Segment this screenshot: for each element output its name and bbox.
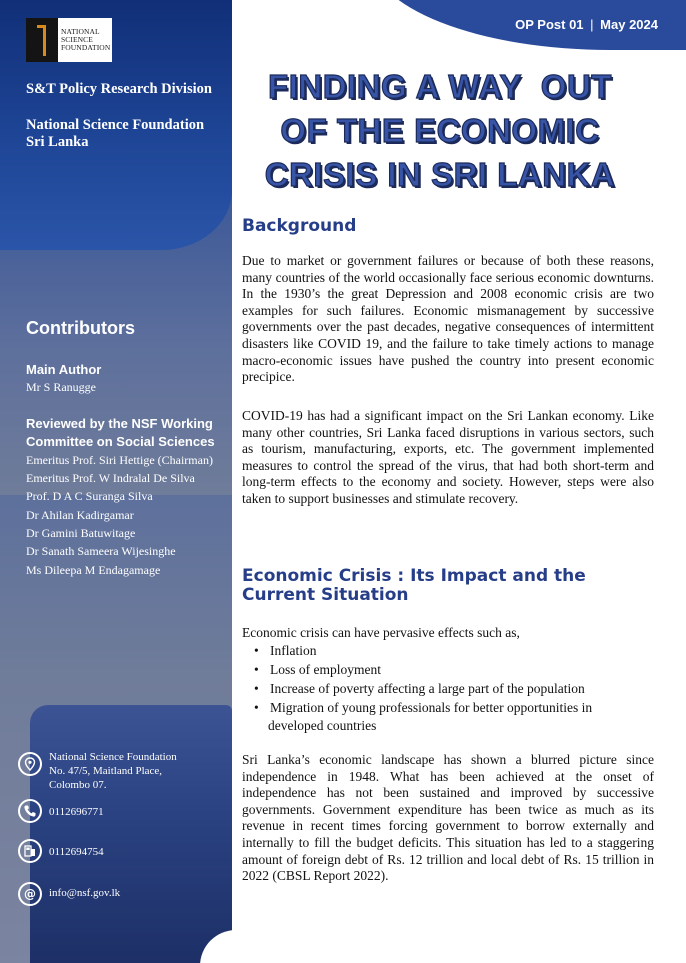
main-author-name: Mr S Ranugge: [26, 380, 96, 394]
list-item: [254, 679, 654, 698]
reviewed-label-line2: Committee on Social Sciences: [26, 434, 215, 449]
phone-number[interactable]: 0112696771: [49, 806, 104, 818]
crisis-heading-line1: Economic Crisis : Its Impact and the: [242, 566, 586, 586]
logo-line: NATIONAL: [61, 27, 100, 36]
reviewer-name: Emeritus Prof. W Indralal De Silva: [26, 471, 195, 485]
phone-icon: [18, 799, 42, 823]
list-item-continuation: developed countries: [268, 718, 377, 733]
email-at-icon: [18, 882, 42, 906]
nsf-logo-mark-icon: [26, 18, 58, 62]
fax-icon: [18, 839, 42, 863]
background-para1: Due to market or government failures or because of both these reasons, many countries of the world occasionally face serious economic downturns. In the 1930’s the great Depression and 2008 economic crisis are two examples for such failures. Economic mismanagement by successive governments over the past decades, negative consequences of intermittent disasters like COVID 19, and the failure to take timely actions to manage macro-economic issues have pushed the country into present economic precipice.: [242, 253, 654, 385]
location-pin-icon: [18, 752, 42, 776]
reviewer-name: Dr Sanath Sameera Wijesinghe: [26, 544, 176, 558]
reviewer-name: Emeritus Prof. Siri Hettige (Chairman): [26, 453, 213, 467]
post-info: [515, 17, 658, 32]
list-item: [254, 660, 654, 679]
reviewer-name: Dr Ahilan Kadirgamar: [26, 508, 134, 522]
fax-number[interactable]: 0112694754: [49, 846, 104, 858]
reviewer-name: Prof. D A C Suranga Silva: [26, 489, 153, 503]
nsf-logo-text: [58, 28, 110, 52]
list-item: [254, 641, 654, 660]
division-name: S&T Policy Research Division: [26, 81, 212, 97]
address-line3: Colombo 07.: [49, 779, 107, 791]
page-title: [240, 65, 640, 197]
crisis-para: Sri Lanka’s economic landscape has shown a blurred picture since independence in 1948. What has been achieved at the onset of independence has not been sustained and improved by successive governments. Government expenditure has been twice as much as its revenue in recent times forcing government to borrow externally and internally to fill the budget deficits. This situation has led to a staggering amount of foreign debt of Rs. 12 trillion and local debt of Rs. 15 trillion in 2022 (CBSL Report 2022).: [242, 752, 654, 884]
logo-line: FOUNDATION: [61, 43, 111, 52]
post-separator: |: [590, 17, 594, 32]
reviewed-label-line1: Reviewed by the NSF Working: [26, 416, 213, 431]
nsf-logo: [26, 18, 112, 62]
reviewer-name: Dr Gamini Batuwitage: [26, 526, 136, 540]
list-item-text: Loss of employment: [270, 662, 381, 677]
reviewer-name: Ms Dileepa M Endagamage: [26, 563, 161, 577]
contributors-title: Contributors: [26, 318, 135, 338]
svg-text:@: @: [24, 887, 36, 901]
main-author-label: Main Author: [26, 362, 102, 377]
post-date: May 2024: [600, 17, 658, 32]
title-line2: OF THE ECONOMIC: [280, 112, 600, 149]
list-item-text: Increase of poverty affecting a large part of the population: [270, 681, 585, 696]
crisis-heading-line2: Current Situation: [242, 585, 409, 605]
post-number: OP Post 01: [515, 17, 584, 32]
background-heading: Background: [242, 216, 357, 236]
org-name-line2: Sri Lanka: [26, 134, 89, 150]
address-line1: National Science Foundation: [49, 751, 177, 763]
logo-line: SCIENCE: [61, 35, 93, 44]
background-para2: COVID-19 has had a significant impact on the Sri Lankan economy. Like many other countries, Sri Lanka faced disruptions in various sectors, such as tourism, manufacturing, exports, etc. The government implemented measures to control the spread of the virus, that had both short-term and long-term effects to the economy and society. However, steps were also taken to support businesses and stimulate recovery.: [242, 408, 654, 506]
email-address[interactable]: info@nsf.gov.lk: [49, 887, 121, 899]
org-name-line1: National Science Foundation: [26, 117, 205, 133]
title-line1: FINDING A WAY OUT: [268, 68, 612, 105]
crisis-effects-list: [242, 641, 654, 734]
list-item-text: Migration of young professionals for better opportunities in: [270, 700, 593, 715]
list-item-text: Inflation: [270, 643, 317, 658]
title-line3: CRISIS IN SRI LANKA: [264, 156, 616, 193]
list-item: [254, 698, 654, 734]
crisis-intro: Economic crisis can have pervasive effects such as,: [242, 625, 520, 640]
sidebar-content: [0, 0, 232, 963]
address-line2: No. 47/5, Maitland Place,: [49, 765, 163, 777]
